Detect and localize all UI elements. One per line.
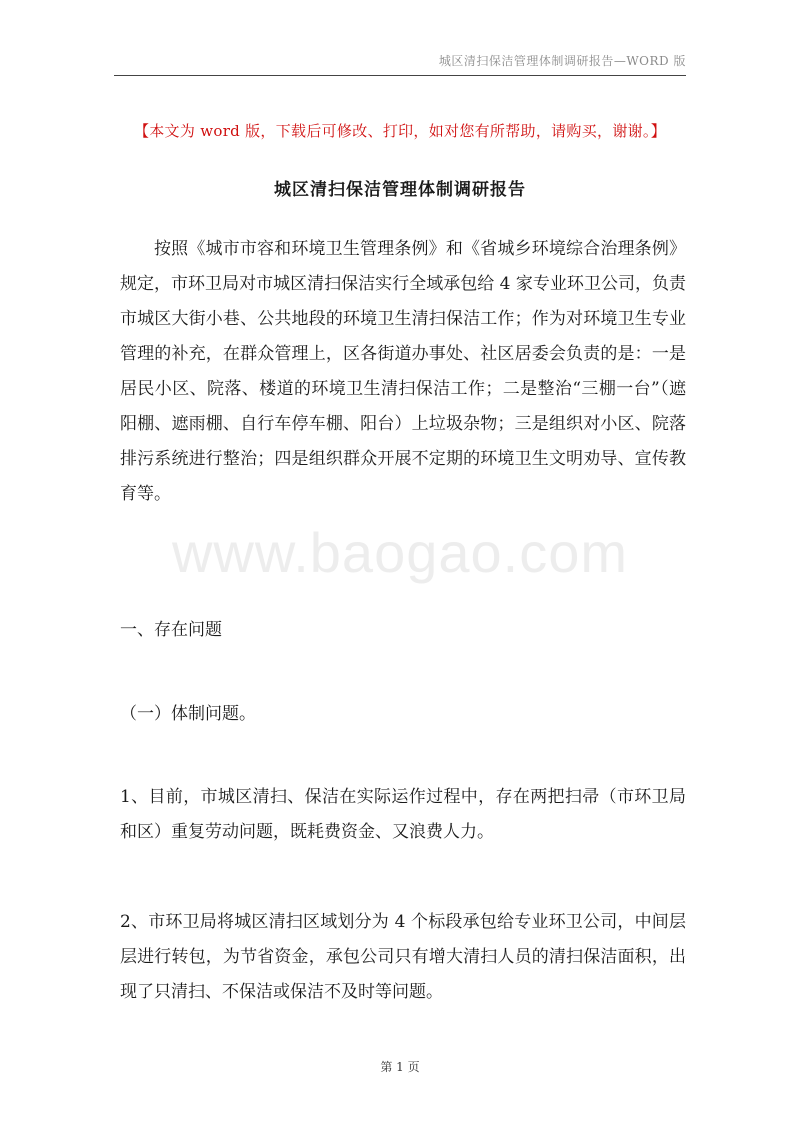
header-divider — [114, 75, 686, 76]
body-paragraph: 1、目前，市城区清扫、保洁在实际运作过程中，存在两把扫帚（市环卫局和区）重复劳动问题，既耗费资金、又浪费人力。 — [120, 787, 686, 842]
download-notice: 【本文为 word 版，下载后可修改、打印，如对您有所帮助，请购买，谢谢。】 — [133, 122, 667, 140]
running-header: 城区清扫保洁管理体制调研报告—WORD 版 — [438, 54, 686, 68]
body-paragraph: 2、市环卫局将城区清扫区域划分为 4 个标段承包给专业环卫公司，中间层层进行转包，为节省资金，承包公司只有增大清扫人员的清扫保洁面积，出现了只清扫、不保洁或保洁不及时等问题。 — [120, 912, 686, 1002]
document-title: 城区清扫保洁管理体制调研报告 — [274, 180, 526, 200]
subsection-heading: （一）体制问题。 — [120, 704, 256, 724]
page-number: 第 1 页 — [380, 1060, 420, 1074]
watermark: www.baogao.com — [171, 521, 628, 584]
intro-paragraph: 按照《城市市容和环境卫生管理条例》和《省城乡环境综合治理条例》规定，市环卫局对市城区清扫保洁实行全域承包给 4 家专业环卫公司，负责市城区大街小巷、公共地段的环境卫生清扫保洁工作；作为对环境卫生专业管理的补充，在群众管理上，区各街道办事处、社区居委会负责的是：一是居民小区、院落、楼道的环境卫生清扫保洁工作；二是整治“三棚一台”（遮阳棚、遮雨棚、自行车停车棚、阳台）上垃圾杂物；三是组织对小区、院落排污系统进行整治；四是组织群众开展不定期的环境卫生文明劝导、宣传教育等。 — [120, 239, 686, 504]
section-heading: 一、存在问题 — [120, 620, 222, 640]
